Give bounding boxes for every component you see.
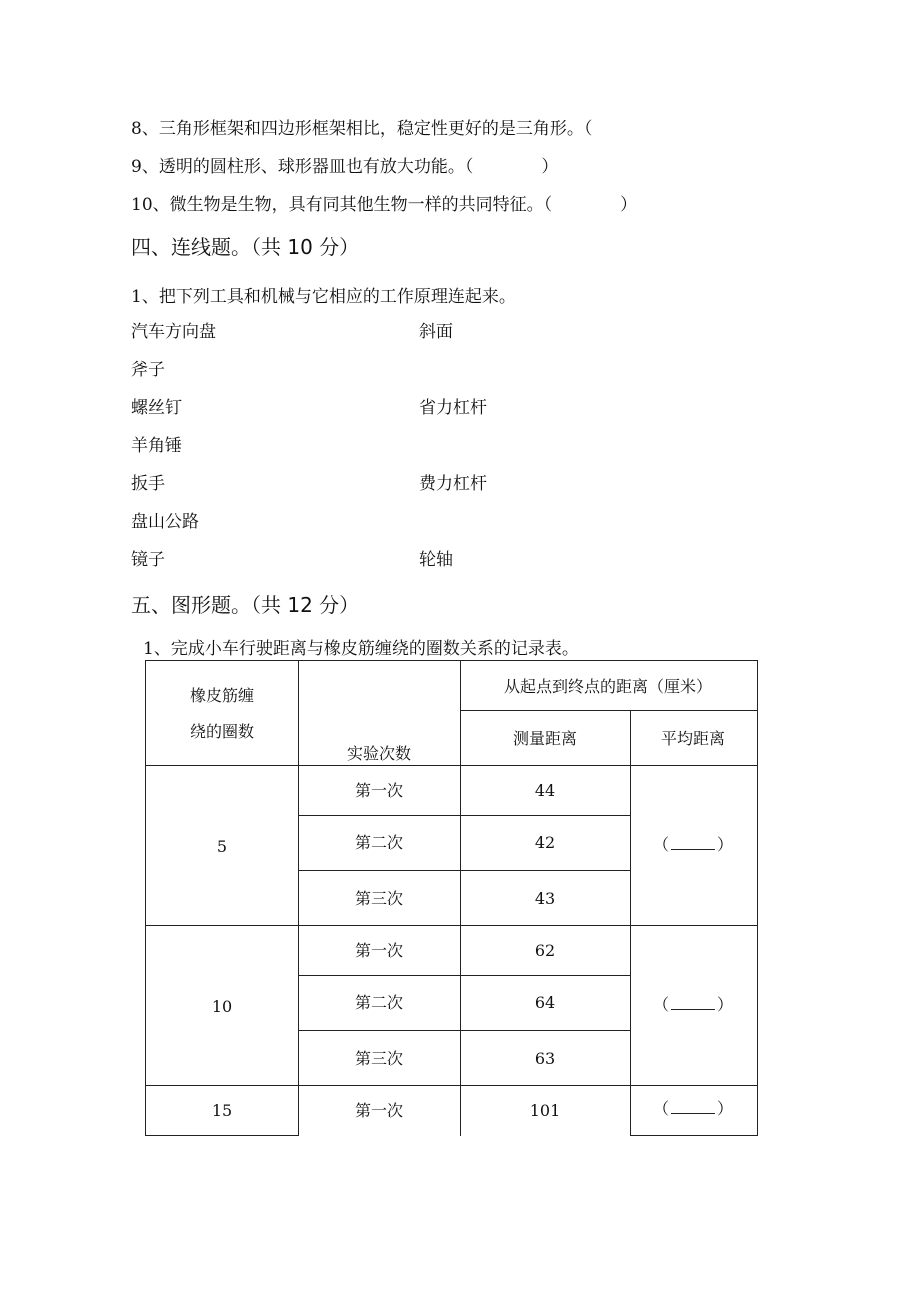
measured-value: 101 [529,1101,561,1120]
measured-value: 42 [534,833,556,852]
tool-item: 螺丝钉 [131,398,182,418]
section-5-title: 五、图形题。（共 12 分） [131,593,360,617]
trial-label: 第一次 [354,941,404,960]
tool-item: 汽车方向盘 [131,322,216,342]
tool-item: 镜子 [131,550,165,570]
average-blank[interactable] [653,995,733,1015]
judgment-item-10: 10、微生物是生物，具有同其他生物一样的共同特征。（ ） [131,195,638,215]
paren-open: （ [652,1099,669,1118]
judgment-item-8: 8、三角形框架和四边形框架相比，稳定性更好的是三角形。（ [131,119,593,139]
section-4-title: 四、连线题。（共 10 分） [131,235,360,259]
judgment-item-9: 9、透明的圆柱形、球形器皿也有放大功能。（ ） [131,157,559,177]
trial-label: 第二次 [354,833,404,852]
tool-item: 扳手 [131,474,165,494]
header-turns: 橡皮筋缠 [189,686,255,705]
principle-item: 省力杠杆 [419,398,487,418]
paren-open: （ [652,835,669,854]
average-blank[interactable] [653,1099,733,1119]
answer-blank[interactable] [671,835,715,850]
section-4-question: 1、把下列工具和机械与它相应的工作原理连起来。 [131,287,516,307]
header-average: 平均距离 [660,729,726,748]
trial-label: 第三次 [354,889,404,908]
section-5-question: 1、完成小车行驶距离与橡皮筋缠绕的圈数关系的记录表。 [143,639,579,659]
trial-label: 第一次 [354,1101,404,1120]
average-blank[interactable] [653,835,733,855]
paren-close: ） [717,995,734,1014]
answer-blank[interactable] [671,1099,715,1114]
measured-value: 43 [534,889,556,908]
measured-value: 44 [534,781,556,800]
tool-item: 斧子 [131,360,165,380]
tool-item: 盘山公路 [131,512,199,532]
trial-label: 第三次 [354,1049,404,1068]
trial-label: 第一次 [354,781,404,800]
trial-label: 第二次 [354,993,404,1012]
header-distance: 从起点到终点的距离（厘米） [503,677,713,696]
header-trial: 实验次数 [346,744,412,763]
measured-value: 63 [534,1049,556,1068]
turns-value: 15 [211,1101,233,1120]
turns-value: 10 [211,997,233,1016]
answer-blank[interactable] [671,995,715,1010]
paren-close: ） [717,835,734,854]
measured-value: 64 [534,993,556,1012]
measured-value: 62 [534,941,556,960]
principle-item: 斜面 [419,322,453,342]
paren-close: ） [717,1099,734,1118]
turns-value: 5 [216,837,228,856]
principle-item: 轮轴 [419,550,453,570]
principle-item: 费力杠杆 [419,474,487,494]
header-turns-line2: 绕的圈数 [189,722,255,741]
paren-open: （ [652,995,669,1014]
tool-item: 羊角锤 [131,436,182,456]
header-measured: 测量距离 [512,729,578,748]
